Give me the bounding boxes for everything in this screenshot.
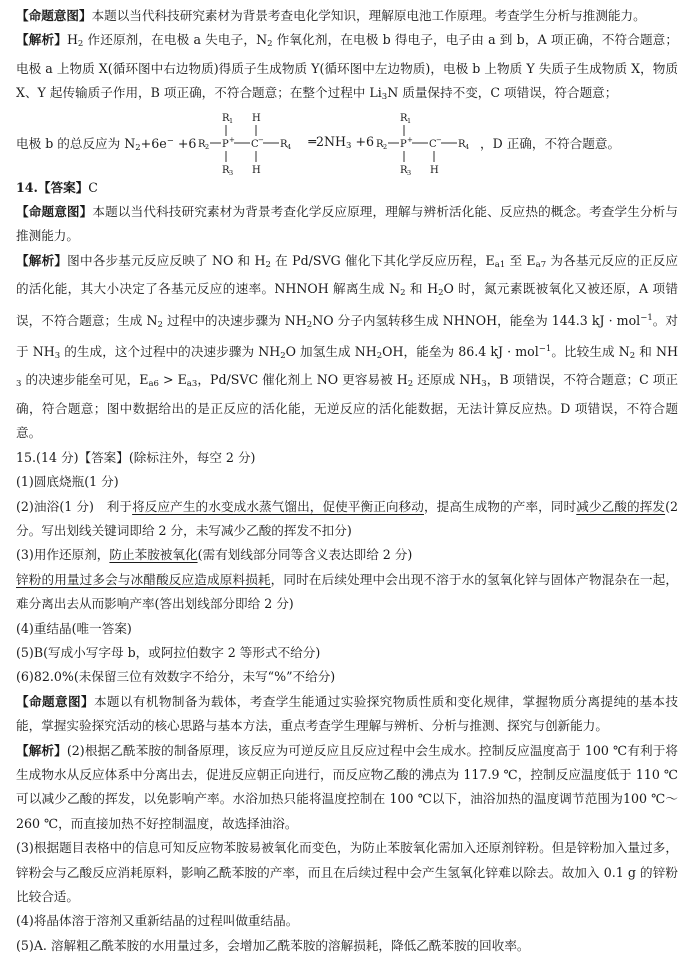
q14-intent — [16, 200, 678, 249]
c-charge: − — [436, 135, 442, 144]
subscript: 2 — [135, 142, 141, 153]
h-bottom-label: H — [252, 164, 262, 175]
text: 图中各步基元反应反映了 NO 和 H — [67, 252, 266, 268]
phosphorus-label: P — [400, 138, 407, 150]
r2-sub: 2 — [383, 142, 388, 151]
text: +6 — [351, 134, 375, 150]
r4-sub: 4 — [287, 142, 292, 151]
subscript: 2 — [400, 288, 406, 299]
carbon-label: C — [251, 138, 260, 150]
text: ，B 项错误，不符合题意；C 项正确，符合题意；图中数据给出的是正反应的活化能，无逆反应的活化能数据，无法计算反应热。D 项错误，不符合题意。 — [16, 372, 678, 441]
text: ，D 正确，不符合题意。 — [480, 136, 621, 152]
underlined-keyword: 减少乙酸的挥发 — [576, 498, 666, 514]
text: N 质量保持不变，C 项错误，符合题意； — [387, 85, 618, 101]
text: +6 — [173, 135, 197, 151]
r1-label: R — [400, 112, 408, 124]
text: 作还原剂，在电极 a 失电子，N — [83, 32, 268, 48]
text: NO 分子内氢转移生成 NHNOH，能垒为 144.3 kJ · mol — [312, 312, 641, 328]
q14-analysis — [16, 249, 678, 446]
intent-text: 本题以有机物制备为载体，考查学生能通过实验探究物质性质和变化规律，掌握物质分离提纯的基本技能，掌握实验探究活动的核心思路与基本方法，重点考查学生理解与辨析、分析与推测、探究与创新能力。 — [16, 693, 679, 734]
r4-sub: 4 — [465, 142, 470, 151]
subscript: 2 — [376, 351, 383, 362]
superscript: − — [166, 135, 174, 146]
text: 。对于 NH — [16, 312, 679, 360]
intent-text: 本题以当代科技研究素材为背景考查化学反应原理，理解与辨析活化能、反应热的概念。考查学生分析与推测能力。 — [16, 204, 679, 244]
text: 和 H — [405, 281, 439, 297]
text: 的决速步能垒可见，E — [21, 372, 149, 388]
subscript: 2 — [267, 39, 273, 50]
subscript: 2 — [77, 39, 84, 50]
q13-intent — [16, 4, 678, 28]
subscript: 2 — [157, 319, 163, 330]
superscript: −1 — [640, 312, 653, 323]
r1-sub: 1 — [407, 116, 412, 125]
text: 和 NH — [635, 344, 678, 360]
p-charge: + — [407, 135, 413, 144]
c-charge: − — [258, 135, 265, 144]
analysis-tag: 【解析】 — [16, 742, 67, 758]
text: O 加氢生成 NH — [285, 344, 377, 360]
q15-item-3-cont — [16, 568, 678, 617]
subscript: 3 — [346, 141, 352, 152]
r3-label: R — [222, 164, 230, 175]
q15-analysis-4: (4)将晶体溶于溶剂又重新结晶的过程叫做重结晶。 — [16, 913, 299, 929]
q15-item-5: (5)B(写成小写字母 b，或阿拉伯数字 2 等形式不给分) — [16, 644, 321, 660]
r4-label: R — [458, 138, 466, 150]
r1-label: R — [222, 112, 230, 124]
q15-analysis-3: (3)根据题目表格中的信息可知反应物苯胺易被氧化而变色，为防止苯胺氧化需加入还原剂锌粉。但是锌粉加入量过多，锌粉会与乙酸反应消耗原料，影响乙酰苯胺的产率，而且在后续过程中会产生氢氧化锌难以除去。故加入 0.1 g 的锌粉比较合适。 — [16, 840, 678, 904]
subscript: 3 — [481, 379, 487, 390]
q15-item-2 — [16, 495, 678, 544]
r3-sub: 3 — [407, 168, 412, 175]
text: 过程中的决速步骤为 NH — [162, 312, 307, 328]
underlined-keyword: 将反应产生的水变成水蒸气馏出，促使平衡正向移动 — [132, 498, 424, 514]
q15-analysis-2 — [16, 739, 678, 837]
text: +6e — [140, 135, 167, 151]
text: 电极 b 的总反应为 N — [16, 135, 136, 151]
r1-sub: 1 — [229, 116, 234, 125]
subscript: a1 — [494, 259, 506, 270]
superscript: −1 — [538, 344, 552, 355]
r2-label: R — [198, 138, 206, 150]
analysis-tag: 【解析】 — [16, 32, 67, 48]
phosphorus-label: P — [222, 138, 230, 150]
intent-tag: 【命题意图】 — [16, 8, 92, 23]
subscript: 3 — [381, 92, 388, 103]
subscript: a3 — [186, 379, 198, 390]
subscript: 2 — [438, 288, 444, 299]
subscript: a7 — [535, 259, 547, 270]
reactant-structure-diagram — [196, 111, 308, 175]
subscript: 3 — [16, 379, 22, 390]
text: 。比较生成 N — [551, 344, 630, 360]
question-number: 14. — [16, 179, 38, 195]
equation-text — [16, 133, 196, 153]
intent-text: 本题以当代科技研究素材为背景考查电化学知识，理解原电池工作原理。考查学生分析与推测能力。 — [91, 8, 646, 23]
text: 至 E — [505, 252, 536, 268]
subscript: a6 — [148, 379, 159, 390]
text: ，同时在后续处理中会出现不溶于水的氢氧化锌与固体产物混杂在一起，难分离出去从而影响产率(答出划线部分即给 2 分) — [16, 571, 679, 612]
q15-item-6: (6)82.0%(未保留三位有效数字不给分，未写“%”不给分) — [16, 669, 336, 685]
product-structure-diagram — [374, 111, 480, 175]
r3-sub: 3 — [229, 168, 234, 175]
underlined-keyword: 锌粉的用量过多会与冰醋酸反应造成原料损耗 — [16, 571, 271, 587]
answer-tag: 【答案】 — [37, 179, 89, 195]
text: O 时，氮元素既被氧化又被还原，A 项错误，不符合题意；生成 N — [16, 281, 678, 328]
text: > E — [158, 372, 187, 388]
text: 为各基元反应的正反应的活化能，其大小决定了各基元反应的速率。NHNOH 解离生成 N — [16, 252, 679, 297]
text: (需有划线部分同等含义表达即给 2 分) — [197, 547, 413, 563]
r2-sub: 2 — [205, 142, 210, 151]
analysis-tag: 【解析】 — [16, 252, 68, 268]
subscript: 2 — [629, 351, 636, 362]
carbon-label: C — [429, 138, 437, 150]
text: ═2NH — [308, 134, 347, 150]
answer-value: C — [88, 179, 98, 195]
q15-item-1: (1)圆底烧瓶(1 分) — [16, 474, 119, 490]
underlined-keyword: 防止苯胺被氧化 — [109, 547, 198, 563]
text: (2)根据乙酰苯胺的制备原理，该反应为可逆反应且反应过程中会生成水。控制反应温度高于 100 ℃有利于将生成物水从反应体系中分离出去，促进反应朝正向进行，而反应物乙酸的沸点为 117.9 ℃，控制反应温度低于 110 ℃可以减少乙酸的挥发，以免影响产率。水浴加热只能将温度控制在 100 ℃以下，油浴加热的温度调节范围为100 ℃～260 ℃，而直接加热不好控制温度，故选择油浴。 — [16, 742, 678, 831]
q15-intent — [16, 690, 678, 739]
text: ，提高生成物的产率，同时 — [423, 498, 577, 514]
text: (3)用作还原剂， — [16, 547, 110, 563]
text: 在 Pd/SVG 催化下其化学反应历程，E — [270, 252, 495, 268]
q15-item-3 — [16, 543, 678, 567]
text: 的生成，这个过程中的决速步骤为 NH — [60, 344, 281, 360]
equation-text — [308, 134, 374, 151]
r2-label: R — [376, 138, 384, 150]
text: 作氧化剂，在电极 b 得电子，电子由 a 到 b，A 项正确，不符合题意；电极 a 上物质 X(循环图中右边物质)得质子生成物质 Y(循环图中左边物质)，电极 b 上物质 Y 失质子生成物质 X，物质 X、Y 起传输质子作用，B 项正确，不符合题意；在整个过程中 Li — [16, 32, 679, 101]
subscript: 2 — [407, 379, 414, 390]
r3-label: R — [400, 164, 408, 175]
text: (2 分。写出划线关键词即给 2 分，未写减少乙酸的挥发不扣分) — [16, 498, 679, 538]
q14-answer — [16, 176, 678, 200]
subscript: 3 — [54, 351, 61, 362]
intent-tag: 【命题意图】 — [16, 693, 94, 709]
p-charge: + — [229, 135, 236, 144]
electrode-b-equation — [16, 110, 678, 176]
q15-item-4: (4)重结晶(唯一答案) — [16, 620, 132, 636]
subscript: 2 — [280, 351, 286, 362]
text: H — [66, 32, 78, 48]
q15-analysis-5: (5)A. 溶解粗乙酰苯胺的水用量过多，会增加乙酰苯胺的溶解损耗，降低乙酰苯胺的回收率。 — [16, 937, 530, 953]
intent-tag: 【命题意图】 — [16, 204, 93, 220]
text: OH，能垒为 86.4 kJ · mol — [382, 344, 539, 360]
h-bottom-label: H — [430, 164, 439, 175]
h-top-label: H — [252, 112, 262, 124]
subscript: 2 — [265, 259, 271, 270]
r4-label: R — [280, 138, 288, 150]
text: 还原成 NH — [413, 372, 482, 388]
text: ，Pd/SVC 催化剂上 NO 更容易被 H — [197, 372, 408, 388]
q15-head: 15.(14 分)【答案】(除标注外，每空 2 分) — [16, 449, 256, 465]
text: (2)油浴(1 分) 利于 — [16, 498, 133, 514]
q13-analysis — [16, 28, 678, 109]
subscript: 2 — [306, 319, 313, 330]
